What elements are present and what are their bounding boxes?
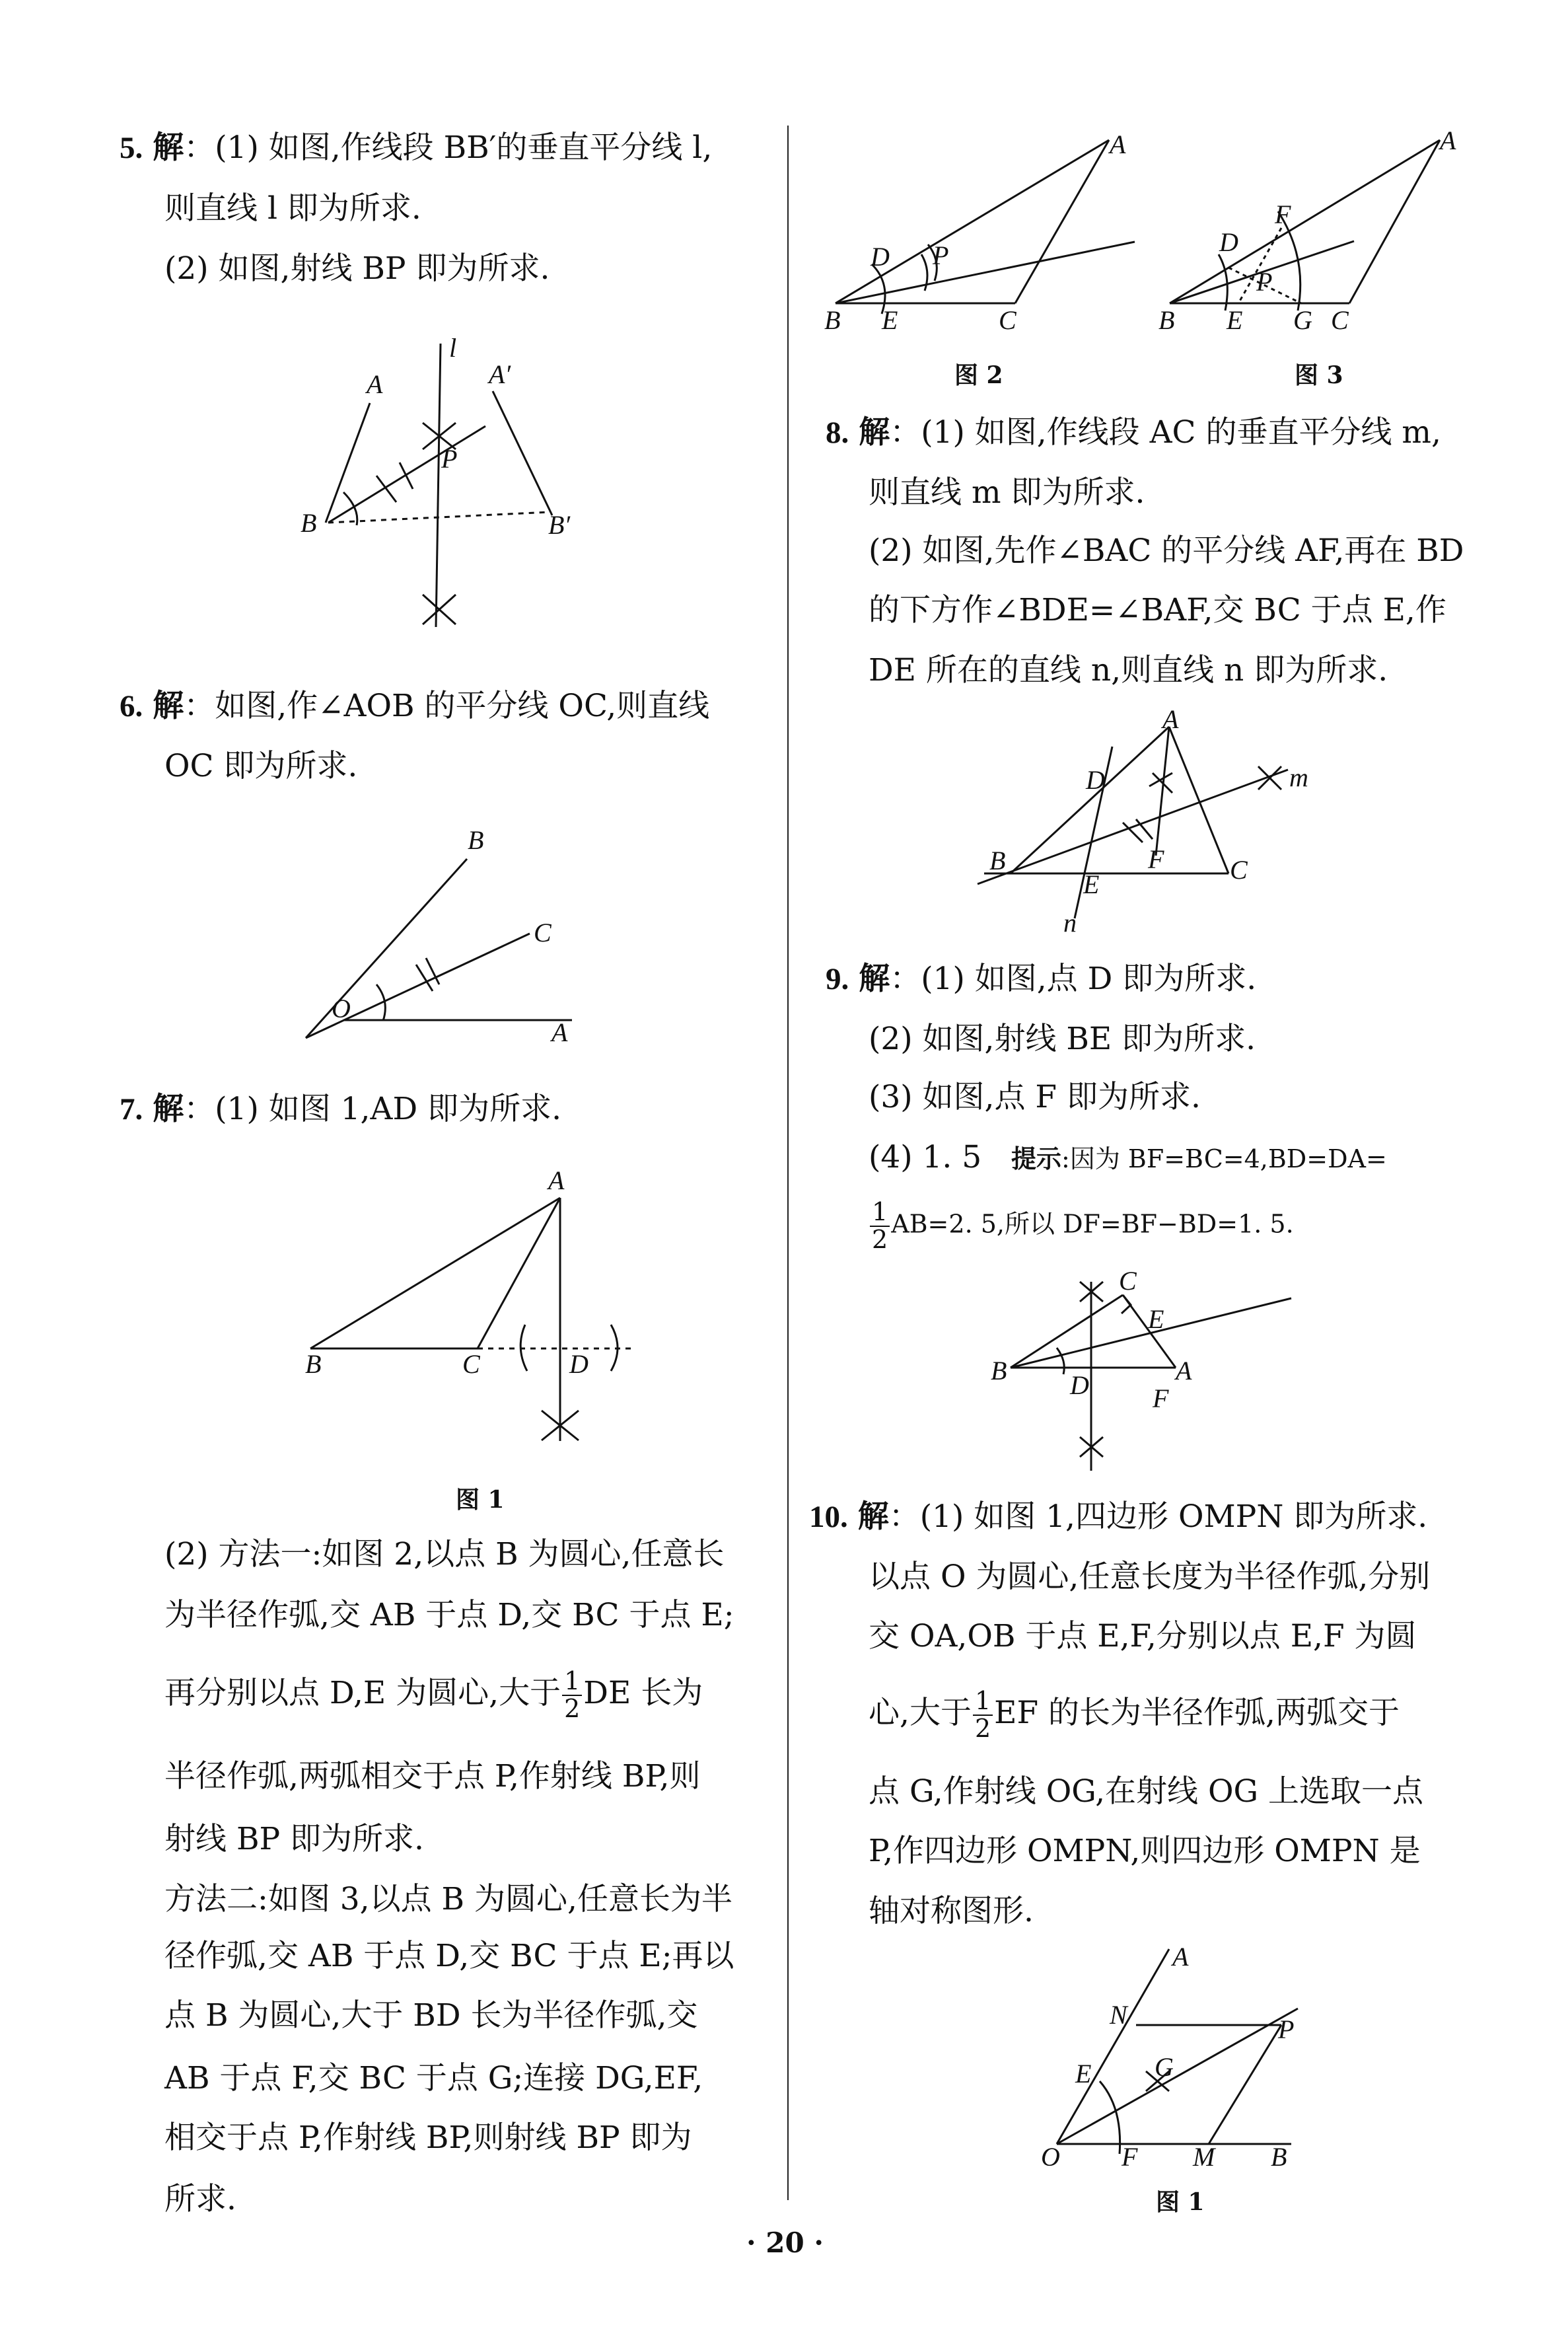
- q6-line-2: OC 即为所求.: [164, 748, 358, 784]
- label: B: [301, 508, 317, 538]
- q7-m1-line-2: 为半径作弧,交 AB 于点 D,交 BC 于点 E;: [164, 1597, 734, 1633]
- label: G: [1155, 2052, 1174, 2082]
- label: E: [1227, 305, 1243, 335]
- answer-label: 解: [153, 688, 184, 724]
- q8-line-5: DE 所在的直线 n,则直线 n 即为所求.: [869, 652, 1388, 688]
- figure-q7-2: [824, 129, 1135, 335]
- question-number: 10.: [809, 1500, 848, 1534]
- q8-line-3: (2) 如图,先作∠BAC 的平分线 AF,再在 BD: [869, 533, 1464, 569]
- label: l: [449, 333, 457, 363]
- q9-line-2: (2) 如图,射线 BE 即为所求.: [869, 1021, 1256, 1057]
- label: P: [441, 444, 458, 474]
- label: A: [1176, 1356, 1192, 1385]
- q10-line-3: 交 OA,OB 于点 E,F,分别以点 E,F 为圆: [869, 1618, 1417, 1654]
- fig10-caption: 图 1: [1156, 2188, 1205, 2216]
- label: A: [548, 1165, 565, 1195]
- label: B: [824, 305, 841, 335]
- label: B: [468, 825, 484, 855]
- question-number: 5.: [120, 131, 143, 165]
- label: D: [1070, 1370, 1089, 1400]
- q7-m2-line-4: AB 于点 F,交 BC 于点 G;连接 DG,EF,: [164, 2060, 703, 2096]
- text: 再分别以点 D,E 为圆心,大于: [164, 1674, 561, 1711]
- text: ：如图,作∠AOB 的平分线 OC,则直线: [184, 688, 710, 724]
- label: A: [1162, 704, 1179, 734]
- label: F: [1275, 200, 1291, 229]
- figure-q7-3: [1158, 126, 1456, 335]
- text: DE 长为: [583, 1674, 703, 1711]
- label: C: [1119, 1266, 1137, 1296]
- label: A: [552, 1017, 568, 1047]
- answer-4: (4) 1. 5: [869, 1139, 982, 1175]
- label: E: [1075, 2059, 1092, 2088]
- numerator: 1: [973, 1688, 993, 1716]
- q9-line-3: (3) 如图,点 F 即为所求.: [869, 1079, 1201, 1115]
- figure-q7-1: [305, 1165, 634, 1441]
- label: B: [1158, 305, 1175, 335]
- text: ：(1) 如图,作线段 AC 的垂直平分线 m,: [890, 414, 1441, 451]
- label: O: [332, 994, 351, 1023]
- label: F: [1122, 2142, 1138, 2172]
- q7-m1-line-1: (2) 方法一:如图 2,以点 B 为圆心,任意长: [164, 1536, 725, 1572]
- q10-line-2: 以点 O 为圆心,任意长度为半径作弧,分别: [869, 1559, 1431, 1595]
- numerator: 1: [562, 1668, 582, 1696]
- figure-q6: [306, 825, 572, 1047]
- label: C: [1230, 855, 1248, 885]
- label: D: [1086, 765, 1105, 795]
- label: A: [1172, 1942, 1189, 1972]
- label: m: [1289, 762, 1308, 792]
- q5-line-2: 则直线 l 即为所求.: [164, 190, 421, 227]
- label: B: [991, 1356, 1007, 1385]
- label: C: [1331, 305, 1349, 335]
- label: E: [882, 305, 898, 335]
- label: A′: [489, 359, 511, 389]
- q7-m2-line-5: 相交于点 P,作射线 BP,则射线 BP 即为: [164, 2120, 692, 2156]
- answer-label: 解: [857, 1498, 889, 1535]
- figure-q9: [991, 1266, 1291, 1471]
- answer-label: 解: [153, 129, 184, 166]
- answer-label: 解: [153, 1091, 184, 1127]
- q10-line-6: P,作四边形 OMPN,则四边形 OMPN 是: [869, 1833, 1421, 1869]
- question-number: 7.: [120, 1092, 143, 1126]
- answer-label: 解: [859, 961, 890, 997]
- denominator: 2: [564, 1693, 581, 1723]
- label: B: [1271, 2142, 1287, 2172]
- q10-line-7: 轴对称图形.: [869, 1893, 1034, 1929]
- label: P: [1256, 267, 1273, 297]
- answer-label: 解: [859, 414, 890, 451]
- label: O: [1041, 2142, 1060, 2172]
- hint-label: 提示: [1011, 1144, 1062, 1173]
- q5-line-3: (2) 如图,射线 BP 即为所求.: [164, 250, 550, 287]
- text: EF 的长为半径作弧,两弧交于: [994, 1694, 1400, 1731]
- label: A: [367, 369, 383, 399]
- fig3-caption: 图 3: [1295, 361, 1343, 389]
- q7-m1-line-5: 射线 BP 即为所求.: [164, 1821, 424, 1857]
- label: E: [1148, 1304, 1164, 1334]
- question-number: 6.: [120, 689, 143, 723]
- q7-m2-line-2: 径作弧,交 AB 于点 D,交 BC 于点 E;再以: [164, 1938, 734, 1974]
- text: 心,大于: [869, 1694, 972, 1731]
- label: A: [1440, 126, 1456, 155]
- label: B: [989, 846, 1006, 875]
- q8-line-4: 的下方作∠BDE=∠BAF,交 BC 于点 E,作: [869, 592, 1446, 628]
- q10-line-5: 点 G,作射线 OG,在射线 OG 上选取一点: [869, 1773, 1423, 1810]
- figure-q5: [301, 333, 571, 627]
- label: P: [933, 240, 949, 270]
- fig2-caption: 图 2: [954, 361, 1003, 389]
- q8-line-2: 则直线 m 即为所求.: [869, 474, 1145, 511]
- hint-text: :因为 BF=BC=4,BD=DA=: [1061, 1144, 1387, 1173]
- denominator: 2: [974, 1713, 991, 1743]
- text: ：(1) 如图 1,AD 即为所求.: [184, 1091, 562, 1127]
- label: A: [1110, 129, 1126, 159]
- figure-q10: [1041, 1942, 1298, 2172]
- label: C: [999, 305, 1016, 335]
- figure-q8: [978, 704, 1308, 938]
- q7-m2-line-1: 方法二:如图 3,以点 B 为圆心,任意长为半: [164, 1881, 732, 1917]
- page-number: · 20 ·: [746, 2227, 824, 2259]
- question-number: 8.: [826, 416, 849, 450]
- label: F: [1153, 1384, 1169, 1413]
- label: B: [305, 1349, 322, 1379]
- label: n: [1063, 908, 1077, 938]
- label: G: [1293, 305, 1312, 335]
- label: N: [1110, 2000, 1127, 2030]
- numerator: 1: [870, 1199, 890, 1227]
- text: ：(1) 如图 1,四边形 OMPN 即为所求.: [888, 1498, 1428, 1535]
- denominator: 2: [872, 1224, 888, 1254]
- label: D: [569, 1349, 588, 1379]
- label: B′: [548, 510, 571, 540]
- label: C: [462, 1349, 480, 1379]
- text: ：(1) 如图,作线段 BB′的垂直平分线 l,: [184, 129, 713, 166]
- text: ：(1) 如图,点 D 即为所求.: [890, 961, 1257, 997]
- label: D: [871, 242, 890, 272]
- label: C: [534, 918, 552, 947]
- label: F: [1148, 844, 1164, 874]
- q7-m1-line-4: 半径作弧,两弧相交于点 P,作射线 BP,则: [164, 1758, 701, 1794]
- hint-text: AB=2. 5,所以 DF=BF−BD=1. 5.: [891, 1209, 1294, 1239]
- label: P: [1278, 2014, 1295, 2044]
- question-number: 9.: [826, 962, 849, 996]
- q7-m2-line-3: 点 B 为圆心,大于 BD 长为半径作弧,交: [164, 1997, 698, 2034]
- label: D: [1219, 227, 1238, 257]
- label: M: [1193, 2142, 1215, 2172]
- label: E: [1083, 869, 1100, 899]
- fig1-caption: 图 1: [456, 1486, 505, 1514]
- q7-m2-line-6: 所求.: [164, 2181, 236, 2217]
